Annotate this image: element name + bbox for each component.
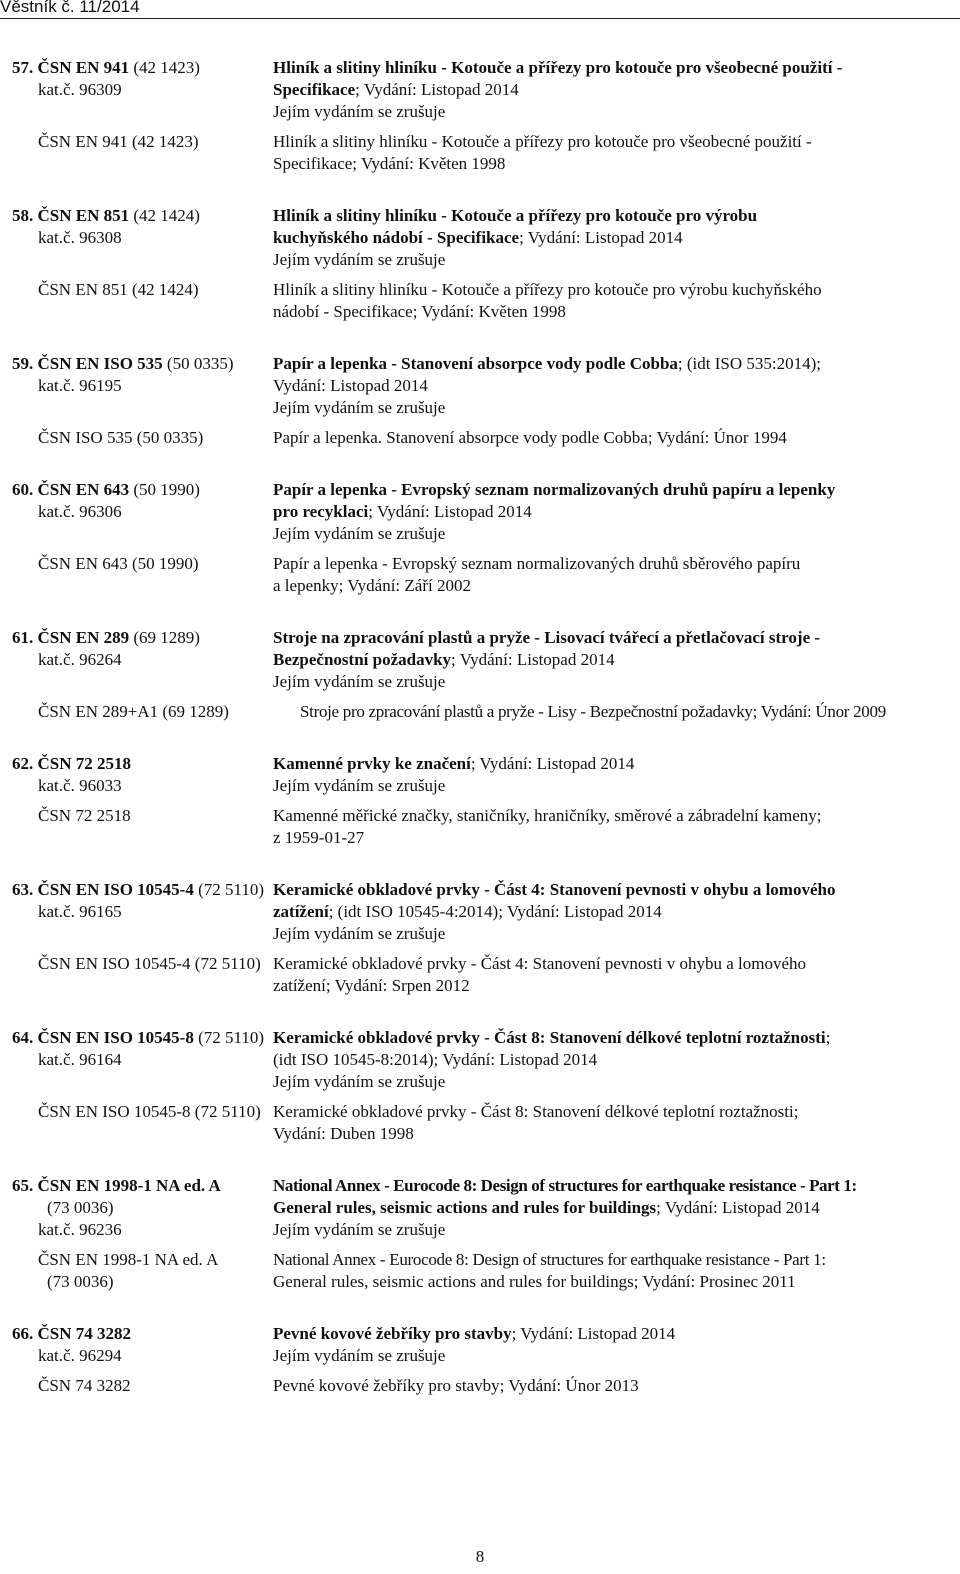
standard-entry-58 — [0, 205, 960, 323]
standard-code: ČSN EN 289 — [37, 628, 130, 647]
old-title-line: Kamenné měřické značky, staničníky, hraničníky, směrové a zábradelní kameny; — [273, 806, 822, 825]
old-code: ČSN EN 1998-1 NA ed. A — [38, 1250, 219, 1269]
replaced-note: Jejím vydáním se zrušuje — [273, 924, 446, 943]
entry-number: 63. — [12, 880, 34, 899]
title-line: Keramické obkladové prvky - Část 8: Stanovení délkové teplotní roztažnosti — [273, 1028, 826, 1047]
old-standard-id — [0, 1101, 273, 1145]
standard-code: ČSN 74 3282 — [37, 1324, 132, 1343]
title-suffix: ; — [825, 1028, 831, 1047]
replaced-note: Jejím vydáním se zrušuje — [273, 776, 446, 795]
standard-code: ČSN EN 1998-1 NA ed. A — [37, 1176, 221, 1195]
new-standard-title — [273, 1175, 960, 1241]
replaced-note: Jejím vydáním se zrušuje — [273, 102, 446, 121]
standard-entry-65 — [0, 1175, 960, 1293]
old-code: ČSN 74 3282 — [38, 1376, 131, 1395]
replaced-note: Jejím vydáním se zrušuje — [273, 1220, 446, 1239]
header-divider — [0, 18, 960, 19]
new-standard-id — [0, 205, 273, 271]
old-code: ČSN EN ISO 10545-4 (72 5110) — [38, 954, 261, 973]
entry-number: 58. — [12, 206, 34, 225]
edition-date: ; Vydání: Listopad 2014 — [656, 1198, 820, 1217]
entry-number: 60. — [12, 480, 34, 499]
old-code: ČSN EN 289+A1 (69 1289) — [38, 702, 229, 721]
new-standard-title — [273, 1323, 960, 1367]
old-title-line: Pevné kovové žebříky pro stavby; Vydání: Únor 2013 — [273, 1376, 639, 1395]
class-number: (72 5110) — [198, 1028, 265, 1047]
new-standard-id — [0, 353, 273, 419]
standard-code: ČSN EN 643 — [37, 480, 130, 499]
class-number: (42 1423) — [133, 58, 200, 77]
old-code: ČSN EN 643 (50 1990) — [38, 554, 199, 573]
old-title-line: nádobí - Specifikace; Vydání: Květen 1998 — [273, 302, 566, 321]
new-standard-title — [273, 353, 960, 419]
standard-code: ČSN EN ISO 10545-8 — [37, 1028, 194, 1047]
catalog-number: kat.č. 96308 — [38, 228, 122, 247]
title-line: kuchyňského nádobí - Specifikace — [273, 228, 520, 247]
catalog-number: kat.č. 96033 — [38, 776, 122, 795]
class-number: (72 5110) — [198, 880, 265, 899]
new-standard-title — [273, 1027, 960, 1093]
old-title-line: General rules, seismic actions and rules for buildings; Vydání: Prosinec 2011 — [273, 1272, 796, 1291]
old-title-line: Hliník a slitiny hliníku - Kotouče a přířezy pro kotouče pro všeobecné použití - — [273, 132, 812, 151]
entry-number: 59. — [12, 354, 34, 373]
old-title-line: Hliník a slitiny hliníku - Kotouče a přířezy pro kotouče pro výrobu kuchyňského — [273, 280, 822, 299]
title-line: Keramické obkladové prvky - Část 4: Stanovení pevnosti v ohybu a lomového — [273, 880, 836, 899]
old-standard-id — [0, 279, 273, 323]
new-standard-id — [0, 753, 273, 797]
old-code: ČSN EN 851 (42 1424) — [38, 280, 199, 299]
page-number: 8 — [475, 1547, 485, 1566]
old-title-line: Vydání: Duben 1998 — [273, 1124, 414, 1143]
standard-entry-57 — [0, 57, 960, 175]
replaced-note: Jejím vydáním se zrušuje — [273, 1346, 446, 1365]
class-number: (50 1990) — [133, 480, 200, 499]
edition-date: ; Vydání: Listopad 2014 — [451, 650, 615, 669]
standard-code: ČSN 72 2518 — [37, 754, 132, 773]
standard-entry-64 — [0, 1027, 960, 1145]
old-code: ČSN 72 2518 — [38, 806, 131, 825]
edition-date: (idt ISO 10545-8:2014); Vydání: Listopad 2014 — [273, 1050, 598, 1069]
old-title-line: zatížení; Vydání: Srpen 2012 — [273, 976, 470, 995]
bulletin-title: Věstník č. 11/2014 — [0, 0, 140, 16]
old-standard-title — [273, 805, 960, 849]
edition-date: ; (idt ISO 10545-4:2014); Vydání: Listopad 2014 — [328, 902, 662, 921]
title-line: Hliník a slitiny hliníku - Kotouče a přířezy pro kotouče pro všeobecné použití - — [273, 58, 843, 77]
old-standard-title — [300, 701, 960, 723]
standard-code: ČSN EN 941 — [37, 58, 130, 77]
old-standard-id — [0, 1375, 273, 1397]
new-standard-id — [0, 627, 273, 693]
page-header — [0, 0, 960, 17]
edition-date: ; Vydání: Listopad 2014 — [511, 1324, 676, 1343]
old-standard-title — [273, 553, 960, 597]
replaced-note: Jejím vydáním se zrušuje — [273, 1072, 446, 1091]
old-standard-title — [273, 953, 960, 997]
title-line: Hliník a slitiny hliníku - Kotouče a přířezy pro kotouče pro výrobu — [273, 206, 758, 225]
new-standard-id — [0, 1175, 273, 1241]
edition-date: ; Vydání: Listopad 2014 — [470, 754, 635, 773]
title-line: zatížení — [273, 902, 329, 921]
title-line: National Annex - Eurocode 8: Design of structures for earthquake resistance - Part 1: — [273, 1176, 857, 1195]
old-standard-id — [0, 1249, 273, 1293]
old-standard-id — [0, 131, 273, 175]
old-standard-title — [273, 1101, 960, 1145]
old-title-line: Specifikace; Vydání: Květen 1998 — [273, 154, 506, 173]
old-title-line: National Annex - Eurocode 8: Design of structures for earthquake resistance - Part 1: — [273, 1250, 826, 1269]
old-standard-title — [273, 279, 960, 323]
new-standard-id — [0, 479, 273, 545]
old-standard-id — [0, 953, 273, 997]
catalog-number: kat.č. 96306 — [38, 502, 122, 521]
replaced-note: Jejím vydáním se zrušuje — [273, 250, 446, 269]
old-title-line: Papír a lepenka. Stanovení absorpce vody podle Cobba; Vydání: Únor 1994 — [273, 428, 787, 447]
old-title-line: Keramické obkladové prvky - Část 4: Stanovení pevnosti v ohybu a lomového — [273, 954, 807, 973]
old-standard-id — [0, 427, 273, 449]
title-line: Papír a lepenka - Stanovení absorpce vody podle Cobba — [273, 354, 678, 373]
catalog-number: kat.č. 96294 — [38, 1346, 122, 1365]
edition-date: ; Vydání: Listopad 2014 — [368, 502, 532, 521]
entry-number: 66. — [12, 1324, 34, 1343]
replaced-note: Jejím vydáním se zrušuje — [273, 524, 446, 543]
entry-number: 62. — [12, 754, 34, 773]
new-standard-title — [273, 879, 960, 945]
standard-code: ČSN EN ISO 10545-4 — [37, 880, 194, 899]
old-title-line: Papír a lepenka - Evropský seznam normalizovaných druhů sběrového papíru — [273, 554, 801, 573]
edition-date: ; Vydání: Listopad 2014 — [519, 228, 683, 247]
title-line: General rules, seismic actions and rules for buildings — [273, 1198, 657, 1217]
old-title-line: a lepenky; Vydání: Září 2002 — [273, 576, 471, 595]
catalog-number: kat.č. 96195 — [38, 376, 122, 395]
old-standard-title — [273, 131, 960, 175]
new-standard-title — [273, 627, 960, 693]
old-class-number: (73 0036) — [47, 1272, 114, 1291]
entry-number: 65. — [12, 1176, 34, 1195]
old-standard-title — [273, 427, 960, 449]
catalog-number: kat.č. 96165 — [38, 902, 122, 921]
catalog-number: kat.č. 96264 — [38, 650, 122, 669]
edition-date: Vydání: Listopad 2014 — [273, 376, 428, 395]
standard-entry-62 — [0, 753, 960, 849]
standard-entry-60 — [0, 479, 960, 597]
new-standard-title — [273, 57, 960, 123]
new-standard-id — [0, 57, 273, 123]
old-code: ČSN EN 941 (42 1423) — [38, 132, 199, 151]
title-line: pro recyklaci — [273, 502, 369, 521]
catalog-number: kat.č. 96164 — [38, 1050, 122, 1069]
standard-code: ČSN EN 851 — [37, 206, 130, 225]
standard-entry-66 — [0, 1323, 960, 1397]
old-code: ČSN ISO 535 (50 0335) — [38, 428, 204, 447]
title-line: Specifikace — [273, 80, 356, 99]
title-line: Pevné kovové žebříky pro stavby — [273, 1324, 512, 1343]
edition-date: ; Vydání: Listopad 2014 — [355, 80, 519, 99]
old-title-line: Stroje pro zpracování plastů a pryže - Lisy - Bezpečnostní požadavky; Vydání: Únor 2009 — [300, 702, 886, 721]
new-standard-id — [0, 1027, 273, 1093]
standard-entry-63 — [0, 879, 960, 997]
new-standard-id — [0, 879, 273, 945]
old-title-line: z 1959-01-27 — [273, 828, 365, 847]
standard-entry-59 — [0, 353, 960, 449]
standards-list — [0, 57, 960, 1427]
old-code: ČSN EN ISO 10545-8 (72 5110) — [38, 1102, 261, 1121]
new-standard-title — [273, 205, 960, 271]
replaced-note: Jejím vydáním se zrušuje — [273, 398, 446, 417]
class-number: (42 1424) — [133, 206, 200, 225]
title-line: Papír a lepenka - Evropský seznam normalizovaných druhů papíru a lepenky — [273, 480, 836, 499]
title-line: Stroje na zpracování plastů a pryže - Lisovací tvářecí a přetlačovací stroje - — [273, 628, 821, 647]
replaced-note: Jejím vydáním se zrušuje — [273, 672, 446, 691]
old-standard-title — [273, 1249, 960, 1293]
new-standard-title — [273, 479, 960, 545]
class-number: (73 0036) — [47, 1198, 114, 1217]
new-standard-id — [0, 1323, 273, 1367]
old-standard-id — [0, 701, 300, 723]
old-standard-id — [0, 553, 273, 597]
standard-code: ČSN EN ISO 535 — [37, 354, 163, 373]
old-title-line: Keramické obkladové prvky - Část 8: Stanovení délkové teplotní roztažnosti; — [273, 1102, 799, 1121]
entry-number: 64. — [12, 1028, 34, 1047]
old-standard-title — [273, 1375, 960, 1397]
standard-entry-61 — [0, 627, 960, 723]
title-line: Kamenné prvky ke značení — [273, 754, 471, 773]
entry-number: 57. — [12, 58, 34, 77]
class-number: (69 1289) — [133, 628, 200, 647]
title-line: Bezpečnostní požadavky — [273, 650, 452, 669]
title-suffix: ; (idt ISO 535:2014); — [677, 354, 822, 373]
entry-number: 61. — [12, 628, 34, 647]
new-standard-title — [273, 753, 960, 797]
class-number: (50 0335) — [166, 354, 234, 373]
old-standard-id — [0, 805, 273, 849]
catalog-number: kat.č. 96236 — [38, 1220, 122, 1239]
catalog-number: kat.č. 96309 — [38, 80, 122, 99]
